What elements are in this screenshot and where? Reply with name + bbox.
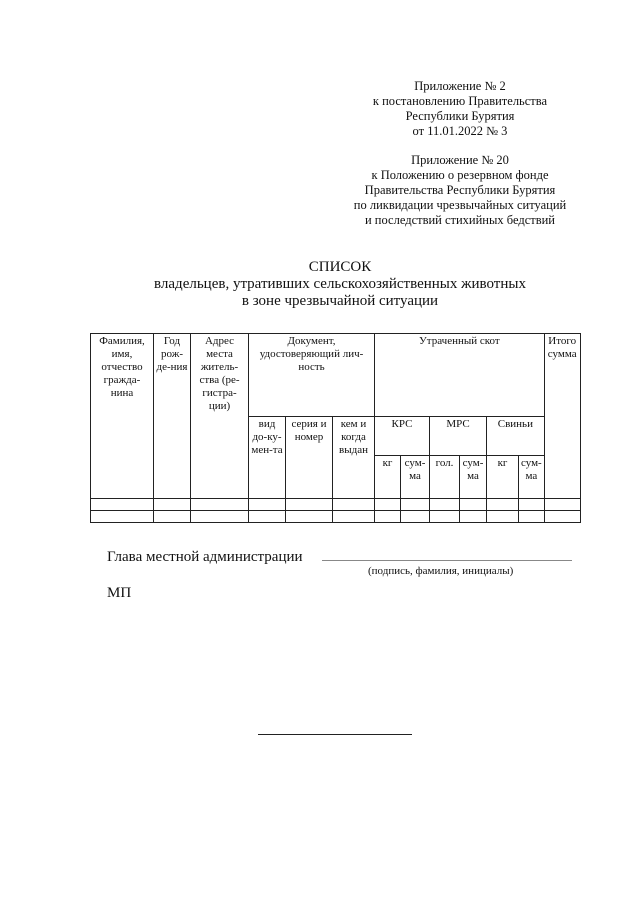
appendix-20-line: к Положению о резервном фонде xyxy=(371,168,549,182)
signature-label: Глава местной администрации xyxy=(107,549,303,565)
header-mrs: МРС xyxy=(430,417,487,456)
appendix-20-line: по ликвидации чрезвычайных ситуаций xyxy=(353,198,567,212)
appendix-2-line: Приложение № 2 xyxy=(414,79,506,93)
appendix-2-line: к постановлению Правительства xyxy=(372,94,548,108)
stamp-mark: МП xyxy=(107,585,132,601)
header-krs: КРС xyxy=(375,417,430,456)
owners-table xyxy=(90,333,581,523)
header-krs-sum: сум-ма xyxy=(401,456,430,499)
header-birth-year: Год рож-де-ния xyxy=(154,334,191,499)
signature-hint: (подпись, фамилия, инициалы) xyxy=(368,565,514,577)
document-subtitle: в зоне чрезвычайной ситуации xyxy=(241,293,439,309)
header-lost-livestock: Утраченный скот xyxy=(375,334,545,417)
appendix-2-line: Республики Бурятия xyxy=(405,109,515,123)
table-row xyxy=(91,511,581,523)
header-doc-issued: кем и когда выдан xyxy=(333,417,375,499)
appendix-20-line: Приложение № 20 xyxy=(411,153,509,167)
header-pigs: Свиньи xyxy=(487,417,545,456)
header-doc-type: вид до-ку-мен-та xyxy=(249,417,286,499)
appendix-20-line: и последствий стихийных бедствий xyxy=(364,213,556,227)
header-doc-series: серия и номер xyxy=(286,417,333,499)
header-document: Документ, удостоверяющий лич-ность xyxy=(249,334,375,417)
document-subtitle: владельцев, утративших сельскохозяйственных животных xyxy=(154,276,526,292)
header-name: Фамилия, имя, отчество гражда-нина xyxy=(91,334,154,499)
appendix-2-block xyxy=(300,79,620,139)
appendix-20-block xyxy=(300,153,620,228)
appendix-2-line: от 11.01.2022 № 3 xyxy=(412,124,508,138)
header-mrs-heads: гол. xyxy=(430,456,460,499)
appendix-20-line: Правительства Республики Бурятия xyxy=(364,183,556,197)
header-pigs-sum: сум-ма xyxy=(519,456,545,499)
header-pigs-kg: кг xyxy=(487,456,519,499)
header-krs-kg: кг xyxy=(375,456,401,499)
header-mrs-sum: сум-ма xyxy=(460,456,487,499)
header-total: Итого сумма xyxy=(544,334,580,499)
end-divider xyxy=(258,734,412,735)
signature-line xyxy=(322,560,572,561)
document-title: СПИСОК xyxy=(308,259,372,275)
table-row xyxy=(91,499,581,511)
header-address: Адрес места житель-ства (ре-гистра-ции) xyxy=(191,334,249,499)
